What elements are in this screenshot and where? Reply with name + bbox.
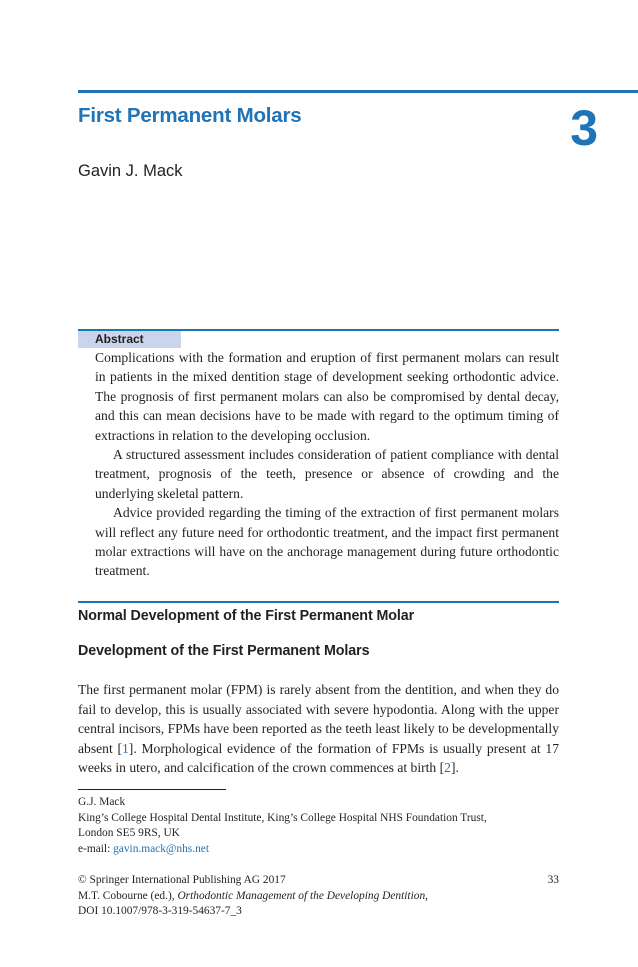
footnote-email-line xyxy=(78,842,487,858)
chapter-top-rule xyxy=(78,90,638,93)
section-heading: Normal Development of the First Permanent Molar xyxy=(78,608,415,624)
footnote-rule xyxy=(78,789,226,790)
book-title-suffix: , xyxy=(425,889,428,902)
body-text-segment: ]. Morphological evidence of the formation of FPMs is usually present at 17 weeks in utero, and calcification of the crown commences at birth [ xyxy=(78,740,560,776)
body-text-segment: The first permanent molar (FPM) is rarely absent from the dentition, and when they do fail to develop, this is usually associated with severe hypodontia. Along with the upper central incisors, FPMs have been reported as the teeth least likely to be developmentally absent [ xyxy=(78,682,559,756)
book-citation-line xyxy=(78,889,559,905)
footnote-author-name: G.J. Mack xyxy=(78,796,126,808)
reference-link-2[interactable]: 2 xyxy=(444,760,451,776)
abstract-label: Abstract xyxy=(78,331,181,348)
body-paragraph xyxy=(78,680,559,778)
editor-text: M.T. Cobourne (ed.), xyxy=(78,889,178,902)
section-rule xyxy=(78,601,559,603)
publication-info xyxy=(78,873,559,920)
abstract-text xyxy=(95,348,559,581)
page-number: 33 xyxy=(547,874,559,886)
abstract-paragraph: A structured assessment includes consideration of patient compliance with dental treatment, prognosis of the teeth, presence or absence of crowding and the underlying skeletal pattern. xyxy=(95,447,559,501)
chapter-author: Gavin J. Mack xyxy=(78,162,183,180)
doi-line: DOI 10.1007/978-3-319-54637-7_3 xyxy=(78,905,242,918)
abstract-paragraph: Advice provided regarding the timing of the extraction of first permanent molars will reflect any future need for orthodontic treatment, and the impact first permanent molar extractions will have on the anchorage management during future orthodontic treatment. xyxy=(95,505,559,579)
chapter-title: First Permanent Molars xyxy=(78,104,302,127)
footnote-affiliation: King’s College Hospital Dental Institute, King’s College Hospital NHS Foundation Trust, xyxy=(78,811,487,824)
email-link[interactable]: gavin.mack@nhs.net xyxy=(113,842,210,855)
abstract-paragraph: Complications with the formation and eruption of first permanent molars can result in patients in the mixed dentition stage of development seeking orthodontic advice. The prognosis of first permanent molars can also be compromised by dental decay, and this can mean decisions have to be made with regard to the optimum timing of extractions in relation to the developing occlusion. xyxy=(95,350,559,443)
body-text-segment: ]. xyxy=(450,760,459,776)
subsection-heading: Development of the First Permanent Molars xyxy=(78,643,370,659)
chapter-number: 3 xyxy=(570,100,598,156)
copyright-line: © Springer International Publishing AG 2017 xyxy=(78,874,286,886)
book-title: Orthodontic Management of the Developing Dentition xyxy=(177,889,426,902)
reference-link-1[interactable]: 1 xyxy=(122,740,129,756)
author-footnote xyxy=(78,795,487,857)
email-label: e-mail: xyxy=(78,842,114,855)
footnote-address: London SE5 9RS, UK xyxy=(78,827,180,840)
